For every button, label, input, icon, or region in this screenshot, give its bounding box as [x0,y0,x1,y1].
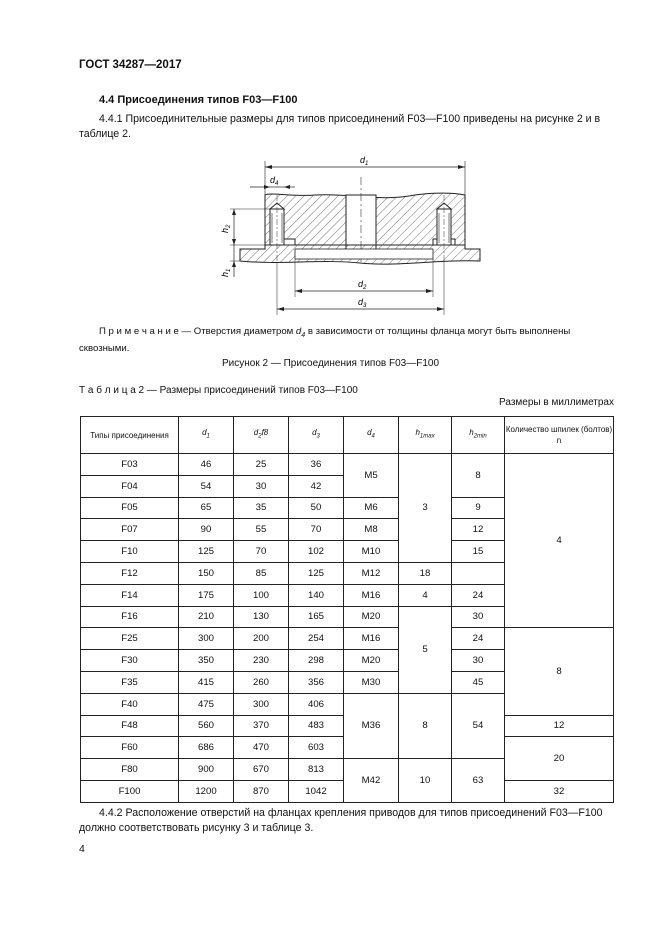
cell-d3: 356 [289,671,344,693]
figure-caption: Рисунок 2 — Присоединения типов F03—F100 [221,358,440,369]
cell-h1: 5 [399,606,452,693]
cell-h2: 9 [452,497,505,519]
cell-d2: 85 [234,562,289,584]
cell-d4: M6 [344,497,399,519]
cell-d3: 70 [289,519,344,541]
cell-d3: 406 [289,693,344,715]
cell-type: F35 [81,671,179,693]
cell-d4: M36 [344,693,399,758]
cell-h2: 12 [452,519,505,541]
cell-d3: 298 [289,650,344,672]
paragraph-4-4-1: 4.4.1 Присоединительные размеры для типов присоединений F03—F100 приведены на рисунке 2 и в таблице 2. [79,113,601,140]
cell-n: 32 [505,780,614,802]
header-d4: $d_4$ [344,417,399,454]
cell-type: F30 [81,650,179,672]
cell-n: 8 [505,628,614,715]
cell-d1: 900 [179,759,234,781]
cell-d4: M42 [344,759,399,803]
h1-label: $h_1$ [220,268,232,277]
cell-d1: 46 [179,454,234,476]
cell-h2: 24 [452,584,505,606]
d1-label: $d_1$ [360,155,369,167]
cell-d1: 150 [179,562,234,584]
cell-d2: 300 [234,693,289,715]
d3-label: $d_3$ [358,297,367,309]
cell-n: 20 [505,737,614,781]
cell-d3: 140 [289,584,344,606]
dimensions-table [80,416,614,803]
cell-type: F14 [81,584,179,606]
cell-d1: 300 [179,628,234,650]
cell-d2: 670 [234,759,289,781]
header-h2min: $h_{2min}$ [452,417,505,454]
cell-d3: 125 [289,562,344,584]
header-h1max: $h_{1max}$ [399,417,452,454]
d2-label: $d_2$ [358,279,367,291]
cell-d3: 1042 [289,780,344,802]
cell-type: F12 [81,562,179,584]
cell-n: 4 [505,454,614,628]
cell-d3: 603 [289,737,344,759]
cell-d4: M5 [344,454,399,498]
cell-d3: 254 [289,628,344,650]
cell-d4: M20 [344,650,399,672]
cell-h1: 10 [399,759,452,803]
cell-d1: 125 [179,541,234,563]
cell-d2: 130 [234,606,289,628]
document-id: ГОСТ 34287—2017 [79,59,182,71]
cell-d4: M12 [344,562,399,584]
cell-h1: 4 [399,584,452,606]
cell-h2: 24 [452,628,505,650]
cell-h2: 18 [399,562,452,584]
cell-n: 12 [505,715,614,737]
cell-type: F48 [81,715,179,737]
cell-d3: 165 [289,606,344,628]
header-d1: $d_1$ [179,417,234,454]
cell-d1: 686 [179,737,234,759]
figure-2-drawing [200,147,490,319]
cell-d2: 55 [234,519,289,541]
cell-d2: 470 [234,737,289,759]
cell-d1: 350 [179,650,234,672]
cell-d4: M16 [344,628,399,650]
cell-d2: 230 [234,650,289,672]
cell-d1: 415 [179,671,234,693]
table-header-row [81,417,614,454]
cell-d4: M30 [344,671,399,693]
cell-type: F05 [81,497,179,519]
header-d3: $d_3$ [289,417,344,454]
cell-d2: 35 [234,497,289,519]
cell-type: F25 [81,628,179,650]
cell-d3: 50 [289,497,344,519]
cell-type: F07 [81,519,179,541]
cell-type: F60 [81,737,179,759]
cell-h2: 30 [452,606,505,628]
cell-h1: 3 [399,454,452,563]
cell-d2: 70 [234,541,289,563]
cell-h1: 8 [399,693,452,758]
table-units: Размеры в миллиметрах [499,397,614,408]
cell-d2: 30 [234,475,289,497]
cell-d1: 210 [179,606,234,628]
cell-type: F100 [81,780,179,802]
cell-d2: 260 [234,671,289,693]
cell-d2: 25 [234,454,289,476]
d4-label: $d_4$ [270,175,279,187]
cell-h2: 54 [452,693,505,758]
cell-h2: 63 [452,759,505,803]
cell-type: F16 [81,606,179,628]
cell-h2: 8 [452,454,505,498]
table-caption: Т а б л и ц а 2 — Размеры присоединений типов F03—F100 [79,385,358,396]
cell-d1: 90 [179,519,234,541]
paragraph-4-4-2: 4.4.2 Расположение отверстий на фланцах крепления приводов для типов присоединений F03—F100 должно соответствовать рисунку 3 и таблице 3. [79,807,603,834]
cell-d1: 54 [179,475,234,497]
cell-h2: 45 [452,671,505,693]
cell-type: F10 [81,541,179,563]
cell-d2: 370 [234,715,289,737]
cell-d2: 200 [234,628,289,650]
cell-type: F04 [81,475,179,497]
cell-d4: M20 [344,606,399,628]
header-d2: $d_2f8$ [234,417,289,454]
cell-h2: 30 [452,650,505,672]
section-title: 4.4 Присоединения типов F03—F100 [99,94,298,106]
cell-d2: 870 [234,780,289,802]
cell-d4: M8 [344,519,399,541]
cell-type: F03 [81,454,179,476]
cell-d1: 560 [179,715,234,737]
cell-d3: 813 [289,759,344,781]
cell-d4: M10 [344,541,399,563]
cell-d4: M16 [344,584,399,606]
cell-h2: 15 [452,541,505,563]
cell-type: F40 [81,693,179,715]
figure-note: П р и м е ч а н и е — Отверстия диаметром $d_4$ в зависимости от толщины фланца могут быть выполнены сквозными. [79,326,571,354]
table-row [81,454,614,476]
header-bolt-count: Количество шпилек (болтов) n [505,417,614,454]
header-type: Типы присоединения [81,417,179,454]
cell-d1: 65 [179,497,234,519]
cell-d1: 1200 [179,780,234,802]
cell-d2: 100 [234,584,289,606]
cell-d3: 102 [289,541,344,563]
cell-d3: 483 [289,715,344,737]
cell-type: F80 [81,759,179,781]
cell-d1: 475 [179,693,234,715]
cell-d3: 42 [289,475,344,497]
cell-d3: 36 [289,454,344,476]
cell-d1: 175 [179,584,234,606]
h2-label: $h_2$ [220,224,232,233]
page-number: 4 [79,843,85,855]
table-row [81,628,614,650]
